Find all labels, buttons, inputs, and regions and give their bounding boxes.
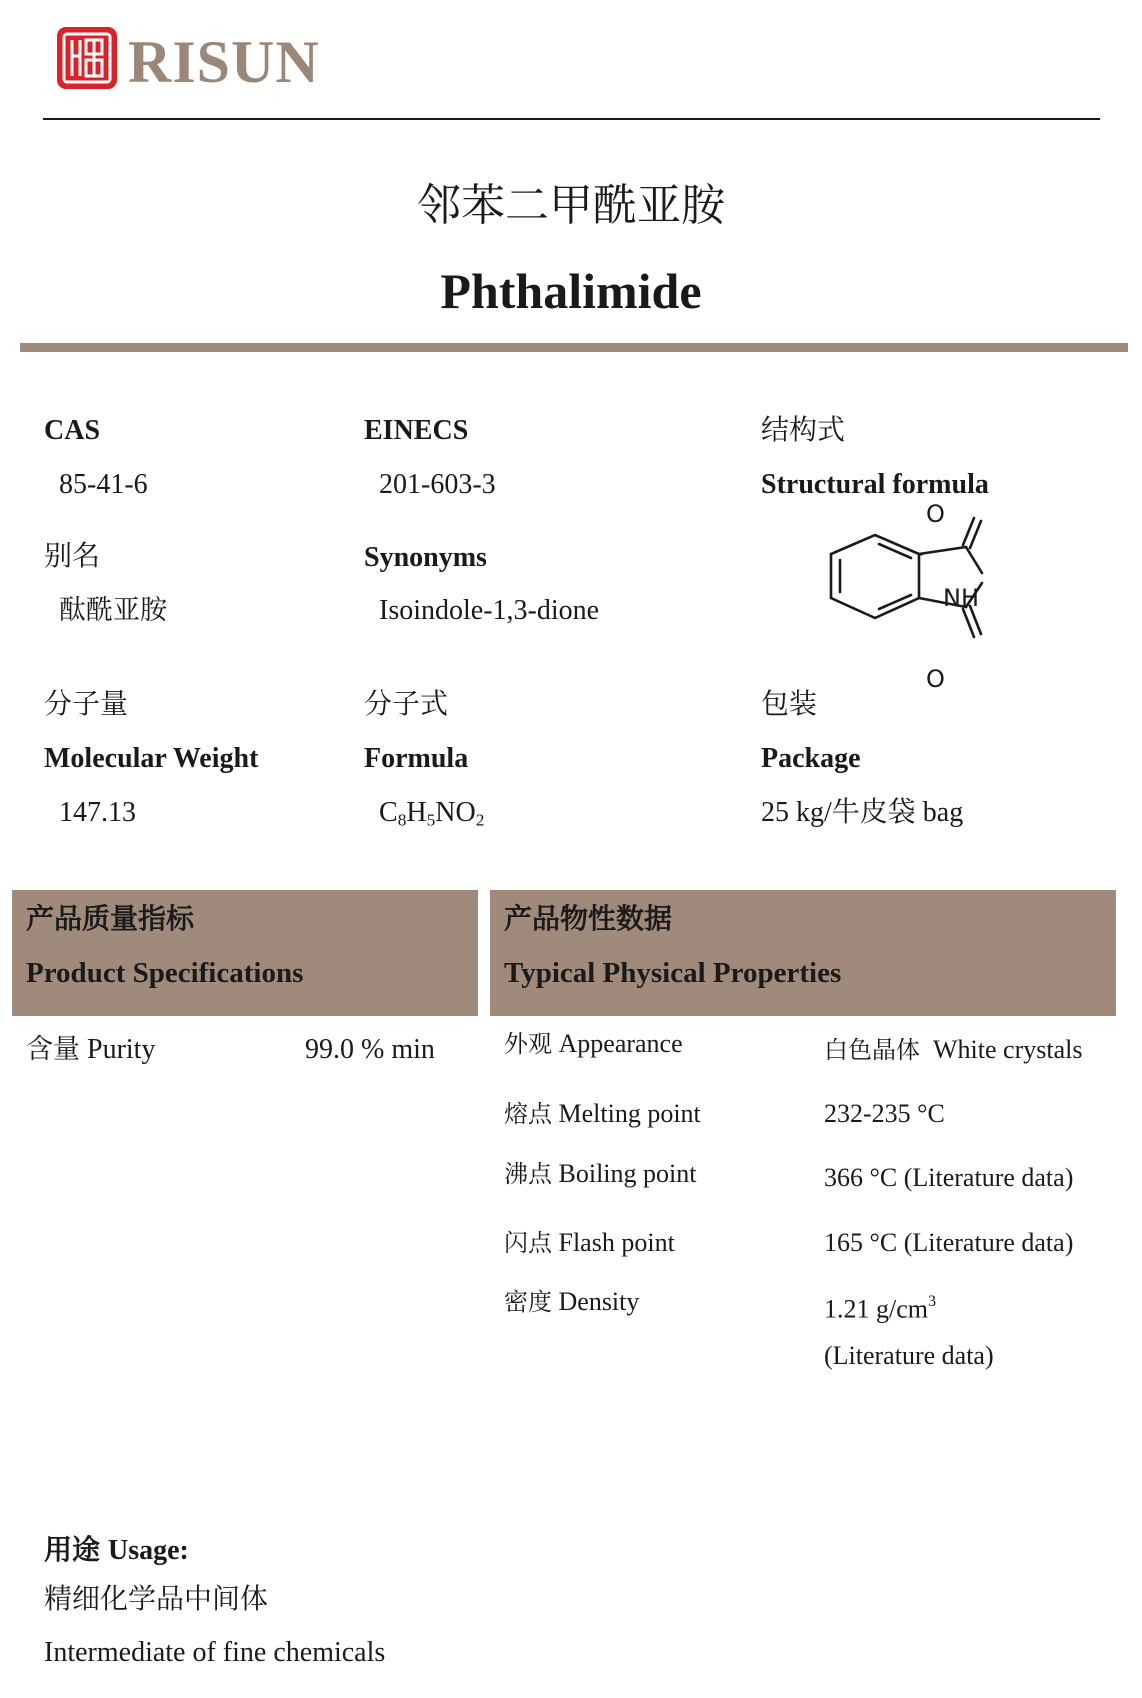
usage-value-en: Intermediate of fine chemicals bbox=[44, 1637, 386, 1668]
purity-value: 99.0 % min bbox=[305, 1034, 435, 1065]
specs-header-cn: 产品质量指标 bbox=[26, 902, 195, 935]
formula-label-cn: 分子式 bbox=[364, 687, 449, 720]
melting-point-value: 232-235 °C bbox=[824, 1099, 945, 1128]
package-label-en: Package bbox=[761, 743, 861, 774]
atom-o-bottom: O bbox=[926, 665, 945, 693]
product-title-en: Phthalimide bbox=[440, 263, 702, 319]
flash-point-value: 165 °C (Literature data) bbox=[824, 1228, 1074, 1257]
formula-label-en: Formula bbox=[364, 743, 469, 774]
usage-label: 用途 Usage: bbox=[44, 1533, 189, 1566]
usage-value-cn: 精细化学品中间体 bbox=[44, 1582, 269, 1615]
brand-name: RISUN bbox=[128, 29, 320, 95]
formula-value: $C_8H_5NO_2$ bbox=[379, 797, 485, 830]
density-label: 密度 Density bbox=[504, 1287, 640, 1316]
mw-label-cn: 分子量 bbox=[44, 687, 129, 720]
cas-value: 85-41-6 bbox=[59, 469, 148, 500]
purity-label: 含量 Purity bbox=[26, 1034, 156, 1065]
props-header-en: Typical Physical Properties bbox=[504, 957, 842, 989]
synonyms-value: Isoindole-1,3-dione bbox=[379, 595, 600, 626]
melting-point-label: 熔点 Melting point bbox=[504, 1099, 701, 1128]
atom-nh: NH bbox=[943, 584, 979, 612]
alias-value: 酞酰亚胺 bbox=[59, 595, 167, 626]
einecs-value: 201-603-3 bbox=[379, 469, 496, 500]
product-title-cn: 邻苯二甲酰亚胺 bbox=[417, 180, 725, 231]
cas-label: CAS bbox=[44, 415, 101, 446]
specs-header bbox=[12, 890, 478, 1016]
atom-o-top: O bbox=[926, 500, 945, 528]
specs-header-en: Product Specifications bbox=[26, 957, 304, 989]
mw-value: 147.13 bbox=[59, 797, 136, 828]
mw-label-en: Molecular Weight bbox=[44, 743, 259, 774]
props-header-cn: 产品物性数据 bbox=[504, 902, 673, 935]
company-logo bbox=[56, 26, 118, 90]
synonyms-label: Synonyms bbox=[364, 542, 487, 573]
title-divider bbox=[20, 343, 1128, 352]
header-divider bbox=[43, 118, 1100, 120]
density-value: 1.21 $g/cm^3$ bbox=[824, 1293, 937, 1324]
package-label-cn: 包装 bbox=[761, 687, 818, 720]
boiling-point-value: 366 °C (Literature data) bbox=[824, 1163, 1074, 1192]
alias-label-cn: 别名 bbox=[44, 539, 101, 572]
package-value: 25 kg/牛皮袋 bag bbox=[761, 797, 964, 828]
structure-label-cn: 结构式 bbox=[761, 413, 846, 446]
einecs-label: EINECS bbox=[364, 415, 469, 446]
structure-label-en: Structural formula bbox=[761, 469, 989, 500]
appearance-value: 白色晶体 White crystals bbox=[824, 1035, 1083, 1064]
boiling-point-label: 沸点 Boiling point bbox=[504, 1159, 697, 1188]
props-header bbox=[490, 890, 1116, 1016]
density-note: (Literature data) bbox=[824, 1341, 994, 1370]
appearance-label: 外观 Appearance bbox=[504, 1029, 683, 1058]
flash-point-label: 闪点 Flash point bbox=[504, 1228, 675, 1257]
